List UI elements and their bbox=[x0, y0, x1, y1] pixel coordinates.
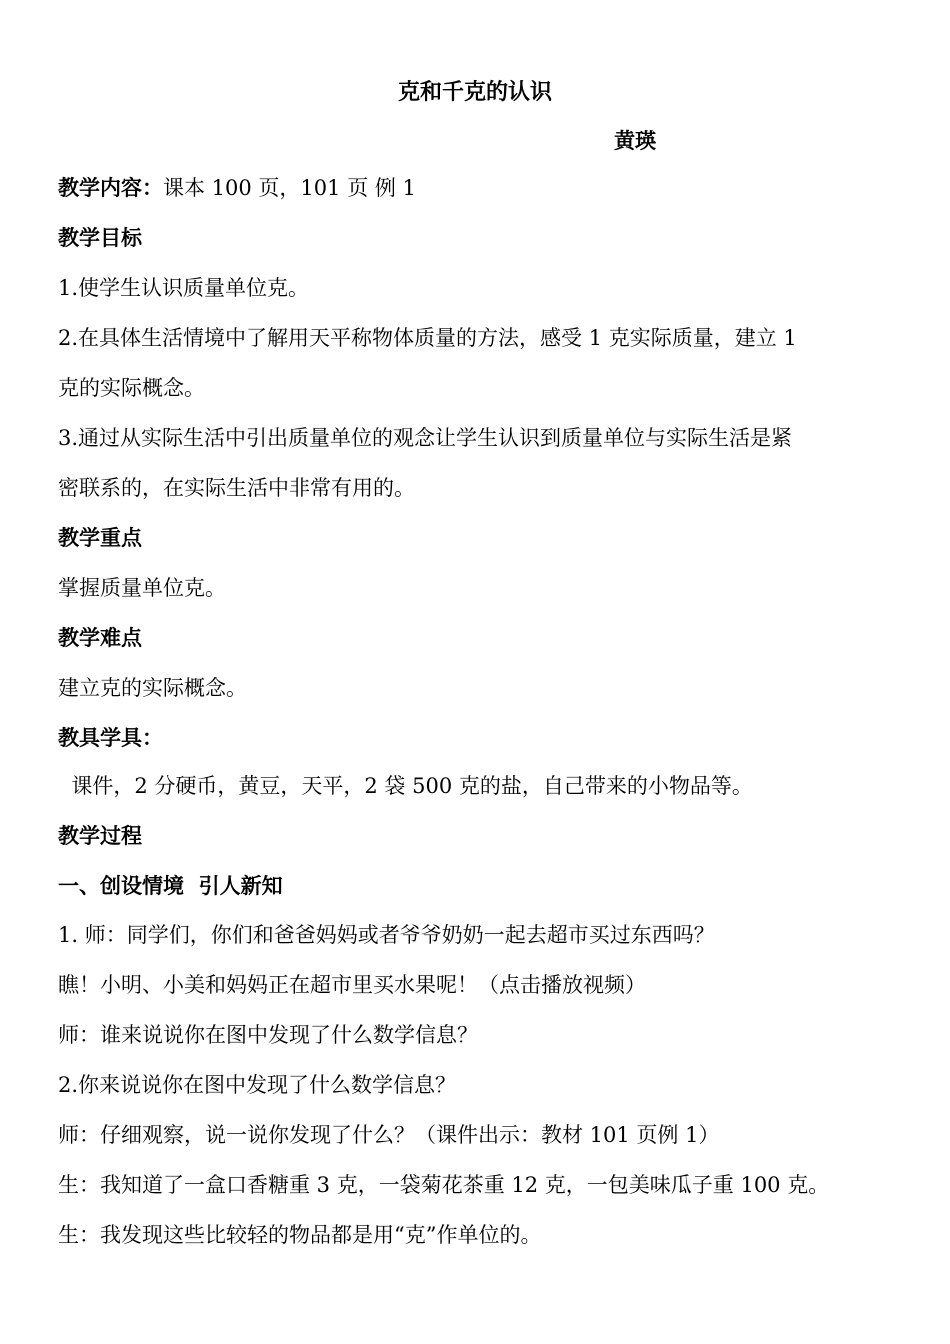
objective-3-line1: 3.通过从实际生活中引出质量单位的观念让学生认识到质量单位与实际生活是紧 bbox=[58, 426, 793, 450]
tools-heading: 教具学具： bbox=[58, 725, 163, 750]
tools-text: 课件，2 分硬币，黄豆，天平，2 袋 500 克的盐，自己带来的小物品等。 bbox=[58, 774, 753, 798]
process-heading: 教学过程 bbox=[58, 823, 142, 848]
content-label: 教学内容： bbox=[58, 175, 163, 200]
key-heading: 教学重点 bbox=[58, 525, 142, 550]
doc-title: 克和千克的认识 bbox=[397, 79, 552, 105]
content-text: 课本 100 页，101 页 例 1 bbox=[163, 176, 416, 200]
doc-author: 黄瑛 bbox=[614, 128, 656, 153]
section-1-heading: 一、创设情境 引人新知 bbox=[58, 873, 283, 898]
paragraph-6: 生：我知道了一盒口香糖重 3 克，一袋菊花茶重 12 克，一包美味瓜子重 100 克。 bbox=[58, 1173, 830, 1197]
objective-1: 1.使学生认识质量单位克。 bbox=[58, 276, 310, 300]
difficulty-heading: 教学难点 bbox=[58, 625, 142, 650]
paragraph-3: 师：谁来说说你在图中发现了什么数学信息？ bbox=[58, 1023, 478, 1047]
paragraph-2: 瞧！小明、小美和妈妈正在超市里买水果呢！（点击播放视频） bbox=[58, 973, 646, 997]
key-text: 掌握质量单位克。 bbox=[58, 576, 226, 600]
difficulty-text: 建立克的实际概念。 bbox=[58, 676, 247, 700]
paragraph-5: 师：仔细观察，说一说你发现了什么？（课件出示：教材 101 页例 1） bbox=[58, 1123, 720, 1147]
objectives-heading: 教学目标 bbox=[58, 225, 142, 250]
objective-3-line2: 密联系的，在实际生活中非常有用的。 bbox=[58, 476, 415, 500]
objective-2-line2: 克的实际概念。 bbox=[58, 376, 205, 400]
objective-2-line1: 2.在具体生活情境中了解用天平称物体质量的方法，感受 1 克实际质量，建立 1 bbox=[58, 326, 797, 350]
paragraph-4: 2.你来说说你在图中发现了什么数学信息？ bbox=[58, 1073, 457, 1097]
content-line bbox=[58, 175, 416, 201]
paragraph-7: 生：我发现这些比较轻的物品都是用“克”作单位的。 bbox=[58, 1223, 542, 1247]
paragraph-1: 1. 师：同学们，你们和爸爸妈妈或者爷爷奶奶一起去超市买过东西吗？ bbox=[58, 923, 715, 947]
